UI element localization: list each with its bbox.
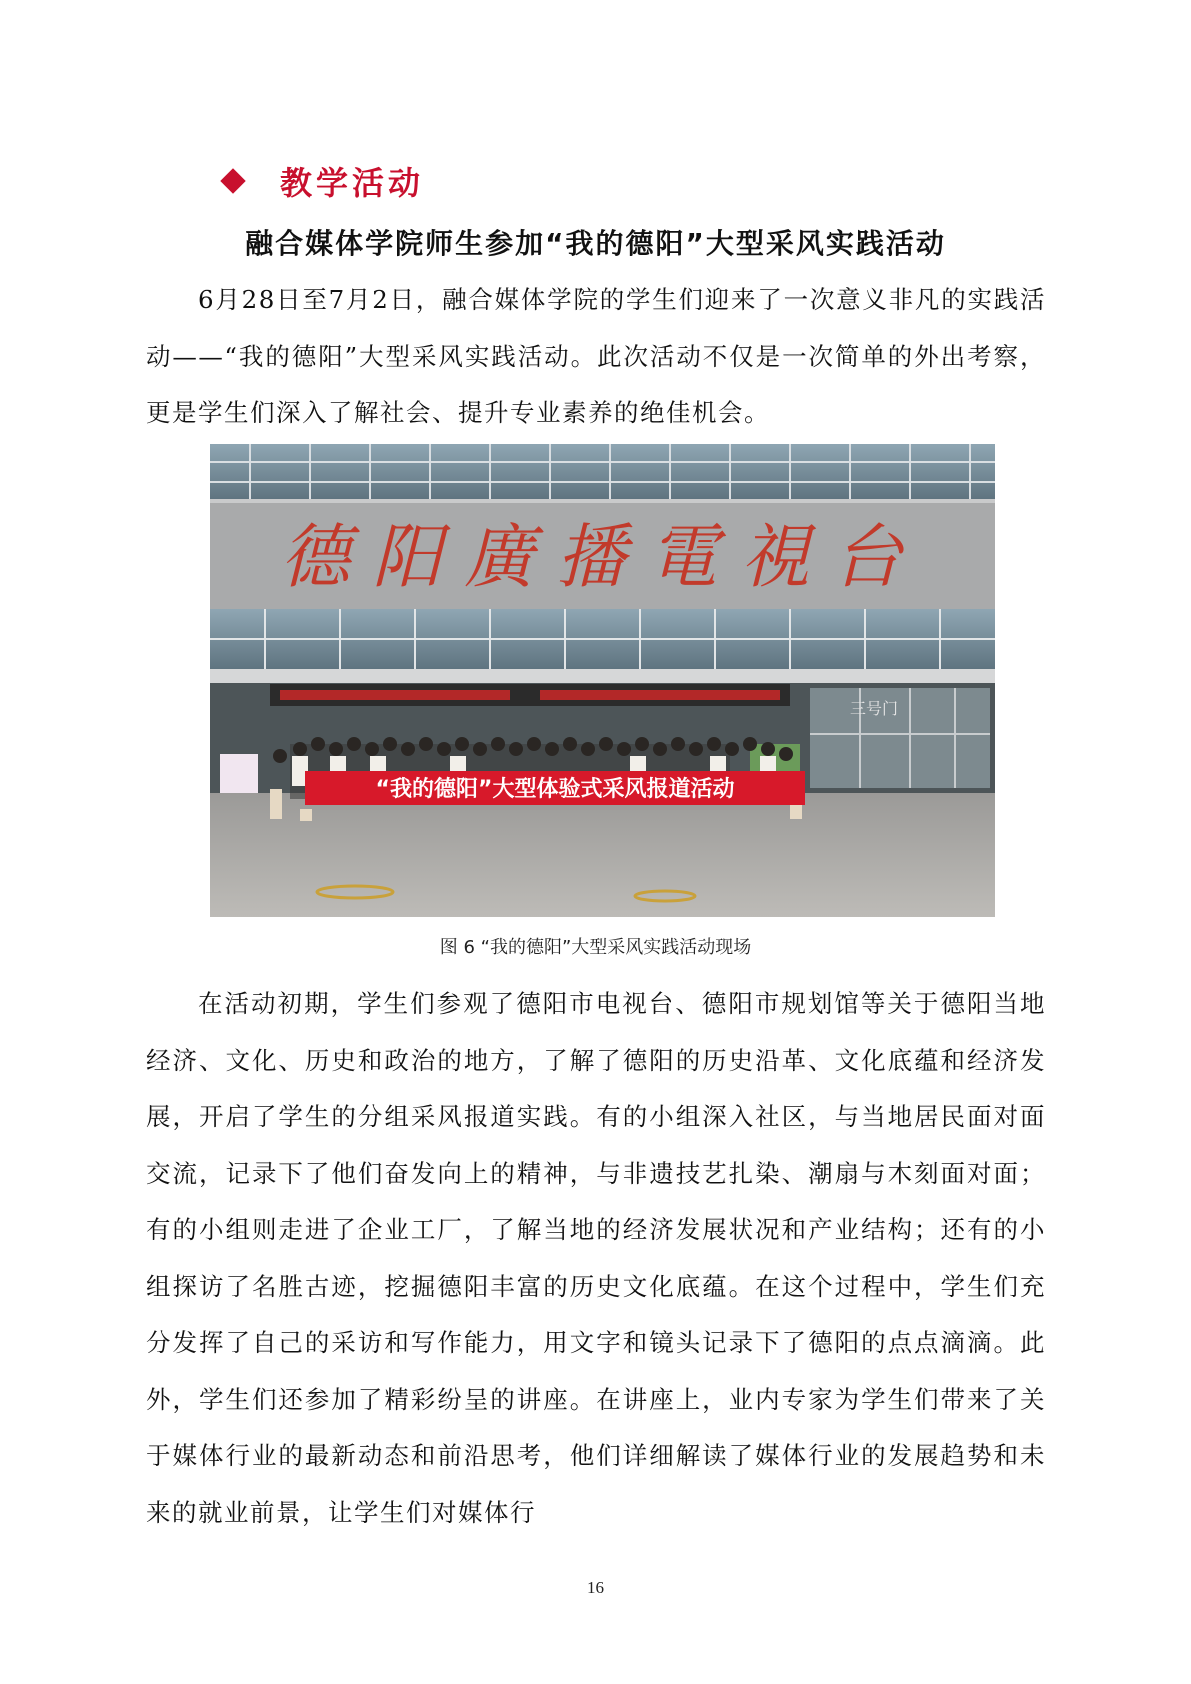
article-title: 融合媒体学院师生参加“我的德阳”大型采风实践活动: [245, 227, 946, 260]
event-group-photo: [210, 444, 995, 917]
tv-station-sign: 德阳廣播電視台: [280, 516, 924, 598]
diamond-bullet-icon: [220, 168, 245, 193]
photo-caption: 图 6 “我的德阳”大型采风实践活动现场: [439, 937, 752, 958]
section-heading: [224, 158, 424, 204]
event-banner-text: “我的德阳”大型体验式采风报道活动: [375, 777, 735, 802]
paragraph-activities: 在活动初期，学生们参观了德阳市电视台、德阳市规划馆等关于德阳当地经济、文化、历史和政治的地方，了解了德阳的历史沿革、文化底蕴和经济发展，开启了学生的分组采风报道实践。有的小组深入社区，与当地居民面对面交流，记录下了他们奋发向上的精神，与非遗技艺扎染、潮扇与木刻面对面；有的小组则走进了企业工厂，了解当地的经济发展状况和产业结构；还有的小组探访了名胜古迹，挖掘德阳丰富的历史文化底蕴。在这个过程中，学生们充分发挥了自己的采访和写作能力，用文字和镜头记录下了德阳的点点滴滴。此外，学生们还参加了精彩纷呈的讲座。在讲座上，业内专家为学生们带来了关于媒体行业的最新动态和前沿思考，他们详细解读了媒体行业的发展趋势和未来的就业前景，让学生们对媒体行: [146, 989, 1046, 1527]
door-label: 三号门: [850, 699, 899, 718]
section-heading-text: 教学活动: [280, 164, 425, 202]
page-number: 16: [587, 1578, 604, 1597]
paragraph-intro: 6月28日至7月2日，融合媒体学院的学生们迎来了一次意义非凡的实践活动——“我的德阳”大型采风实践活动。此次活动不仅是一次简单的外出考察，更是学生们深入了解社会、提升专业素养的绝佳机会。: [146, 285, 1046, 427]
